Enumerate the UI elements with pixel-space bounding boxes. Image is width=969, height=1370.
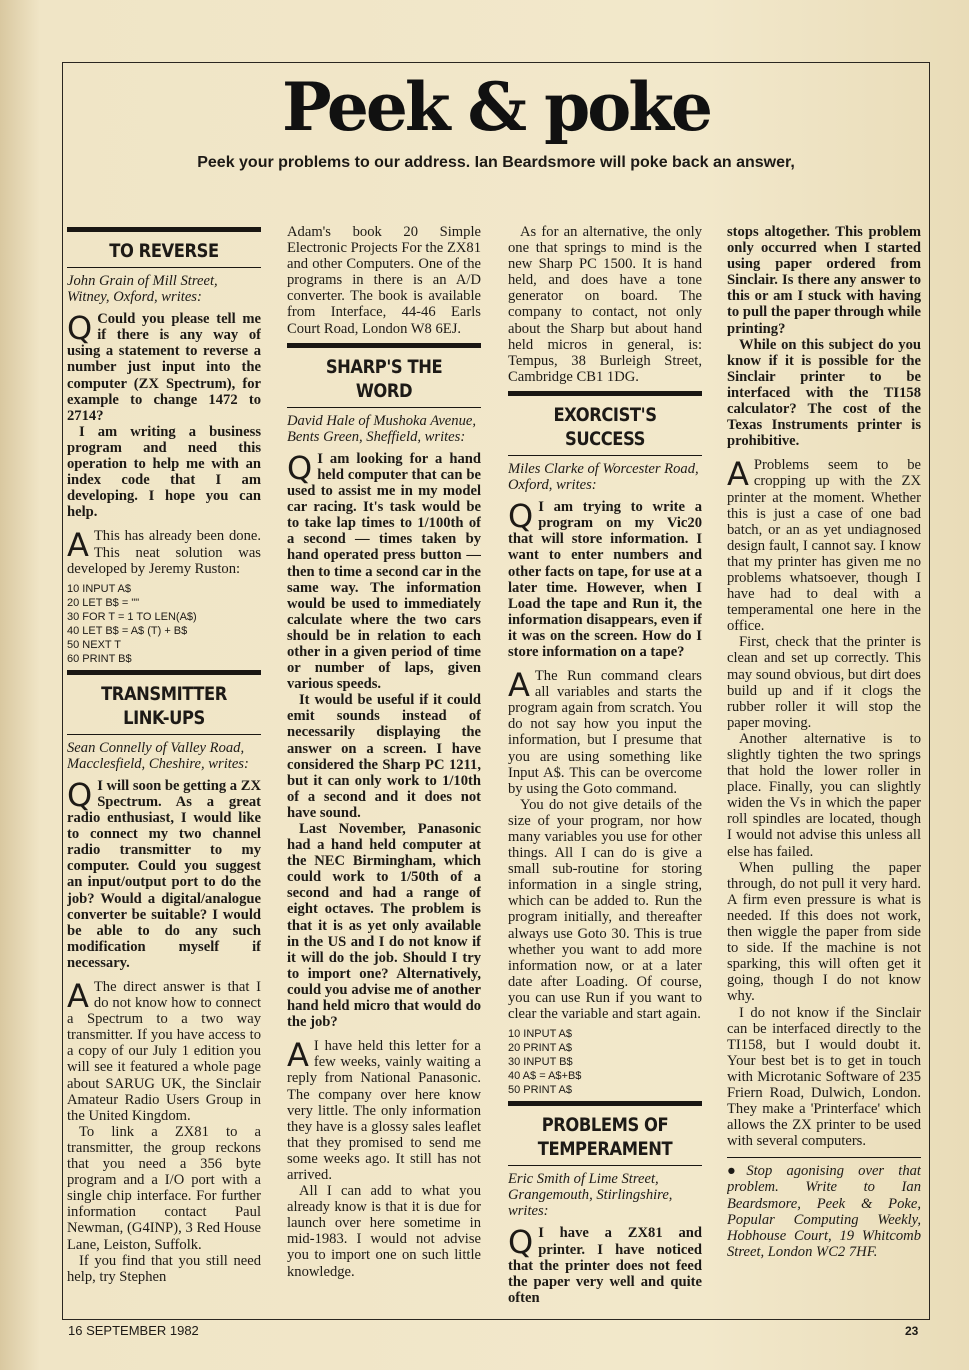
body-paragraph: To link a ZX81 to a transmitter, the group reckons that you need a 356 byte program and a I/O port with a single chip interface. For further information contact Paul Newman, (G4INP), 3 Red House Lane, Leiston, Suffolk. — [67, 1123, 261, 1253]
footnote: ●Stop agonising over that problem. Write to Ian Beardsmore, Peek & Poke, Popular Computing Weekly, Hobhouse Court, 19 Whitcomb Street, London WC2 7HF. — [727, 1163, 921, 1260]
question-text: I am looking for a hand held computer that can be used to assist me in my model car racing. It's task would be to take lap times to 1/100th of a second — times taken by hand operated press button — then to time a second car in the same way. The information would be used to immediately calculate where the two cars should be in relation to each other in a given period of time or number of laps, given various speeds. — [287, 450, 481, 693]
drop-letter-a: A — [287, 1036, 309, 1075]
drop-letter-q: Q — [67, 775, 93, 814]
answer-text: Problems seem to be cropping up with the ZX printer at the moment. Whether this is just a case of one bad batch, or an as yet undiagnosed design fault, I cannot say. I know that my printer has given me no problems whatsoever, though I have had to deal with a temperamental one here in the office. — [727, 457, 921, 635]
section-rule — [508, 1101, 702, 1106]
column-2 — [287, 224, 481, 1316]
page-number: 23 — [905, 1324, 919, 1338]
answer-text: I have held this letter for a few weeks, vainly waiting a reply from National Panasonic. The company over here know very little. The only information they have is a glossy sales leaflet that they promised to send me some weeks ago. It still has not arrived. — [287, 1038, 481, 1183]
answer-paragraph — [727, 457, 921, 634]
code-line: 10 INPUT A$ — [508, 1028, 572, 1041]
question-text: Could you please tell me if there is any way of using a statement to reverse a number just input into the computer (ZX Spectrum), for example to change 1472 to 2714? — [67, 311, 261, 424]
body-paragraph: I do not know if the Sinclair can be interfaced directly to the TI158, but I would doubt it. Your best bet is to get in touch with Microtanic Software of 235 Friern Road, Dulwich, London. They make a 'Printerface' which allows the ZX printer to be used with several computers. — [727, 1004, 921, 1150]
answer-text: The direct answer is that I do not know how to connect a Spectrum to a two way transmitter. If you have access to a copy of our July 1 edition you will see it featured a whole page about SARUG UK, the Sinclair Amateur Radio Users Group in the United Kingdom. — [67, 979, 261, 1124]
heading-underline — [67, 734, 261, 735]
drop-letter-q: Q — [508, 497, 534, 536]
body-paragraph: When pulling the paper through, do not pull it very hard. A firm even pressure is what is needed. If this does not work, then wiggle the paper from side to side. If the machine is not sparking, this will often get it going, though I do not know why. — [727, 859, 921, 1005]
heading-underline — [287, 407, 481, 408]
column-1 — [67, 224, 261, 1316]
heading-underline — [508, 455, 702, 456]
drop-letter-q: Q — [508, 1223, 534, 1262]
question-paragraph — [508, 1225, 702, 1305]
answer-paragraph — [67, 528, 261, 576]
code-line: 30 INPUT B$ — [508, 1056, 573, 1069]
drop-letter-a: A — [67, 526, 89, 565]
body-paragraph: All I can add to what you already know is that it is due for launch over here sometime in mid-1983. I would not advise you to import one on such little knowledge. — [287, 1183, 481, 1280]
body-paragraph: Adam's book 20 Simple Electronic Projects For the ZX81 and other Computers. One of the programs in there is an A/D converter. The book is available from Interface, 44-46 Earls Court Road, London W8 6EJ. — [287, 224, 481, 337]
answer-paragraph — [67, 979, 261, 1124]
byline: John Grain of Mill Street, Witney, Oxford, writes: — [67, 273, 218, 306]
section-rule — [67, 227, 261, 232]
section-rule — [67, 670, 261, 675]
drop-letter-a: A — [508, 666, 530, 705]
question-text: I am trying to write a program on my Vic20 that will store information. I want to enter numbers and other facts on tape, for use at a later time. However, when I Load the tape and Run it, the information disappears, even if it was on the screen. How do I store information on a tape? — [508, 499, 702, 660]
heading-underline — [67, 267, 261, 268]
question-paragraph: Last November, Panasonic had a hand held computer at the NEC Birmingham, which could work to 1/50th of a second and had a range of eight octaves. The problem is that it is as yet only available in the US and I do not know if it will do the job. Should I try to import one? Alternatively, could you advise me of another hand held micro that would do the job? — [287, 821, 481, 1031]
question-paragraph: stops altogether. This problem only occurred when I started using paper ordered from Sinclair. Is there any answer to this or am I stuck with having to pull the paper through while printing? — [727, 224, 921, 337]
byline: Eric Smith of Lime Street, Grangemouth, Stirlingshire, writes: — [508, 1171, 673, 1220]
question-paragraph: It would be useful if it could emit sounds instead of necessarily displaying the answer on a screen. I have considered the Sharp PC 1211, but it can only work to 1/10th of a second and it does not have sound. — [287, 692, 481, 821]
code-line: 30 FOR T = 1 TO LEN(A$) — [67, 610, 197, 623]
body-paragraph: You do not give details of the size of your program, nor how many variables you use for other things. All I can do is give a small sub-routine for storing information in a single string, which can be added to. Run the program initially, and thereafter always use Goto 30. This is true whether you want to add more information now, or at a later date after Loading. Of course, you can use Run if you want to clear the variable and start again. — [508, 796, 702, 1023]
column-3 — [508, 224, 702, 1316]
issue-date: 16 SEPTEMBER 1982 — [68, 1323, 199, 1338]
question-paragraph: I am writing a business program and need this operation to help me with an index code that I am developing. I hope you can help. — [67, 423, 261, 521]
answer-paragraph — [287, 1038, 481, 1183]
code-listing — [67, 582, 261, 666]
column-4 — [727, 224, 921, 1316]
drop-letter-a: A — [727, 455, 749, 494]
body-paragraph: Another alternative is to slightly tighten the two springs that hold the lower roller in place. Finally, you can slightly widen the Vs in which the paper roll spindles are located, though I would not advise this unless all else has failed. — [727, 730, 921, 860]
byline: Sean Connelly of Valley Road, Macclesfield, Cheshire, writes: — [67, 739, 249, 772]
body-paragraph: If you find that you still need help, try Stephen — [67, 1252, 261, 1285]
question-paragraph — [508, 499, 702, 660]
byline: Miles Clarke of Worcester Road, Oxford, writes: — [508, 460, 699, 494]
code-line: 60 PRINT B$ — [67, 652, 132, 665]
section-rule — [508, 391, 702, 396]
drop-letter-q: Q — [287, 448, 313, 487]
drop-letter-a: A — [67, 977, 89, 1015]
question-paragraph — [67, 775, 261, 971]
byline: David Hale of Mushoka Avenue, Bents Green, Sheffield, writes: — [287, 412, 476, 445]
question-text: I will soon be getting a ZX Spectrum. As a great radio enthusiast, I would like to connect my two channel radio transmitter to my computer. Could you suggest an input/output port to do the job? Would a digital/analogue converter be suitable? I would be able to do any such modification myself if necessary. — [67, 777, 261, 971]
section-heading-sharps: SHARP'S THE WORD — [325, 355, 443, 402]
drop-letter-q: Q — [67, 309, 93, 348]
code-line: 50 PRINT A$ — [508, 1084, 572, 1097]
section-heading-to-reverse: TO REVERSE — [109, 240, 219, 262]
body-paragraph: As for an alternative, the only one that springs to mind is the new Sharp PC 1500. It is hand held, and does have a tone generator on board. The company to contact, not only about the Sharp but about hand held micros in general, is: Tempus, 38 Burleigh Street, Cambridge CB1 1DG. — [508, 224, 702, 385]
section-heading-transmitter: TRANSMITTER LINK-UPS — [101, 682, 227, 729]
code-line: 10 INPUT A$ — [67, 582, 131, 595]
question-paragraph — [67, 311, 261, 424]
code-line: 20 PRINT A$ — [508, 1042, 572, 1055]
answer-paragraph — [508, 668, 702, 797]
code-line: 40 LET B$ = A$ (T) + B$ — [67, 624, 188, 637]
code-line: 40 A$ = A$+B$ — [508, 1070, 582, 1083]
code-line: 20 LET B$ = "" — [67, 596, 140, 609]
section-heading-temperament: PROBLEMS OF TEMPERAMENT — [537, 1114, 673, 1161]
question-paragraph — [287, 448, 481, 693]
code-line: 50 NEXT T — [67, 638, 122, 651]
standfirst: Peek your problems to our address. Ian Beardsmore will poke back an answer, — [197, 154, 795, 171]
code-listing — [508, 1027, 702, 1097]
footnote-rule — [727, 1157, 921, 1158]
section-rule — [287, 343, 481, 348]
question-text: I have a ZX81 and printer. I have noticed that the printer does not feed the paper very well and quite often — [508, 1225, 702, 1306]
masthead-title: Peek & poke — [281, 68, 710, 146]
body-paragraph: First, check that the printer is clean and set up correctly. This may sound obvious, but dirt does build up and if it clogs the rubber roller it will stop the paper moving. — [727, 634, 921, 731]
answer-text: The Run command clears all variables and starts the program again from scratch. You do not say how you input the information, but I presume that you are using something like Input A$. This can be overcome by using the Goto command. — [508, 668, 702, 797]
section-heading-exorcist: EXORCIST'S SUCCESS — [553, 403, 657, 450]
answer-text: This has already been done. This neat solution was developed by Jeremy Ruston: — [67, 528, 261, 577]
question-paragraph: While on this subject do you know if it is possible for the Sinclair printer to be interfaced with the TI158 calculator? The cost of the Texas Instruments printer is prohibitive. — [727, 336, 921, 450]
heading-underline — [508, 1165, 702, 1166]
